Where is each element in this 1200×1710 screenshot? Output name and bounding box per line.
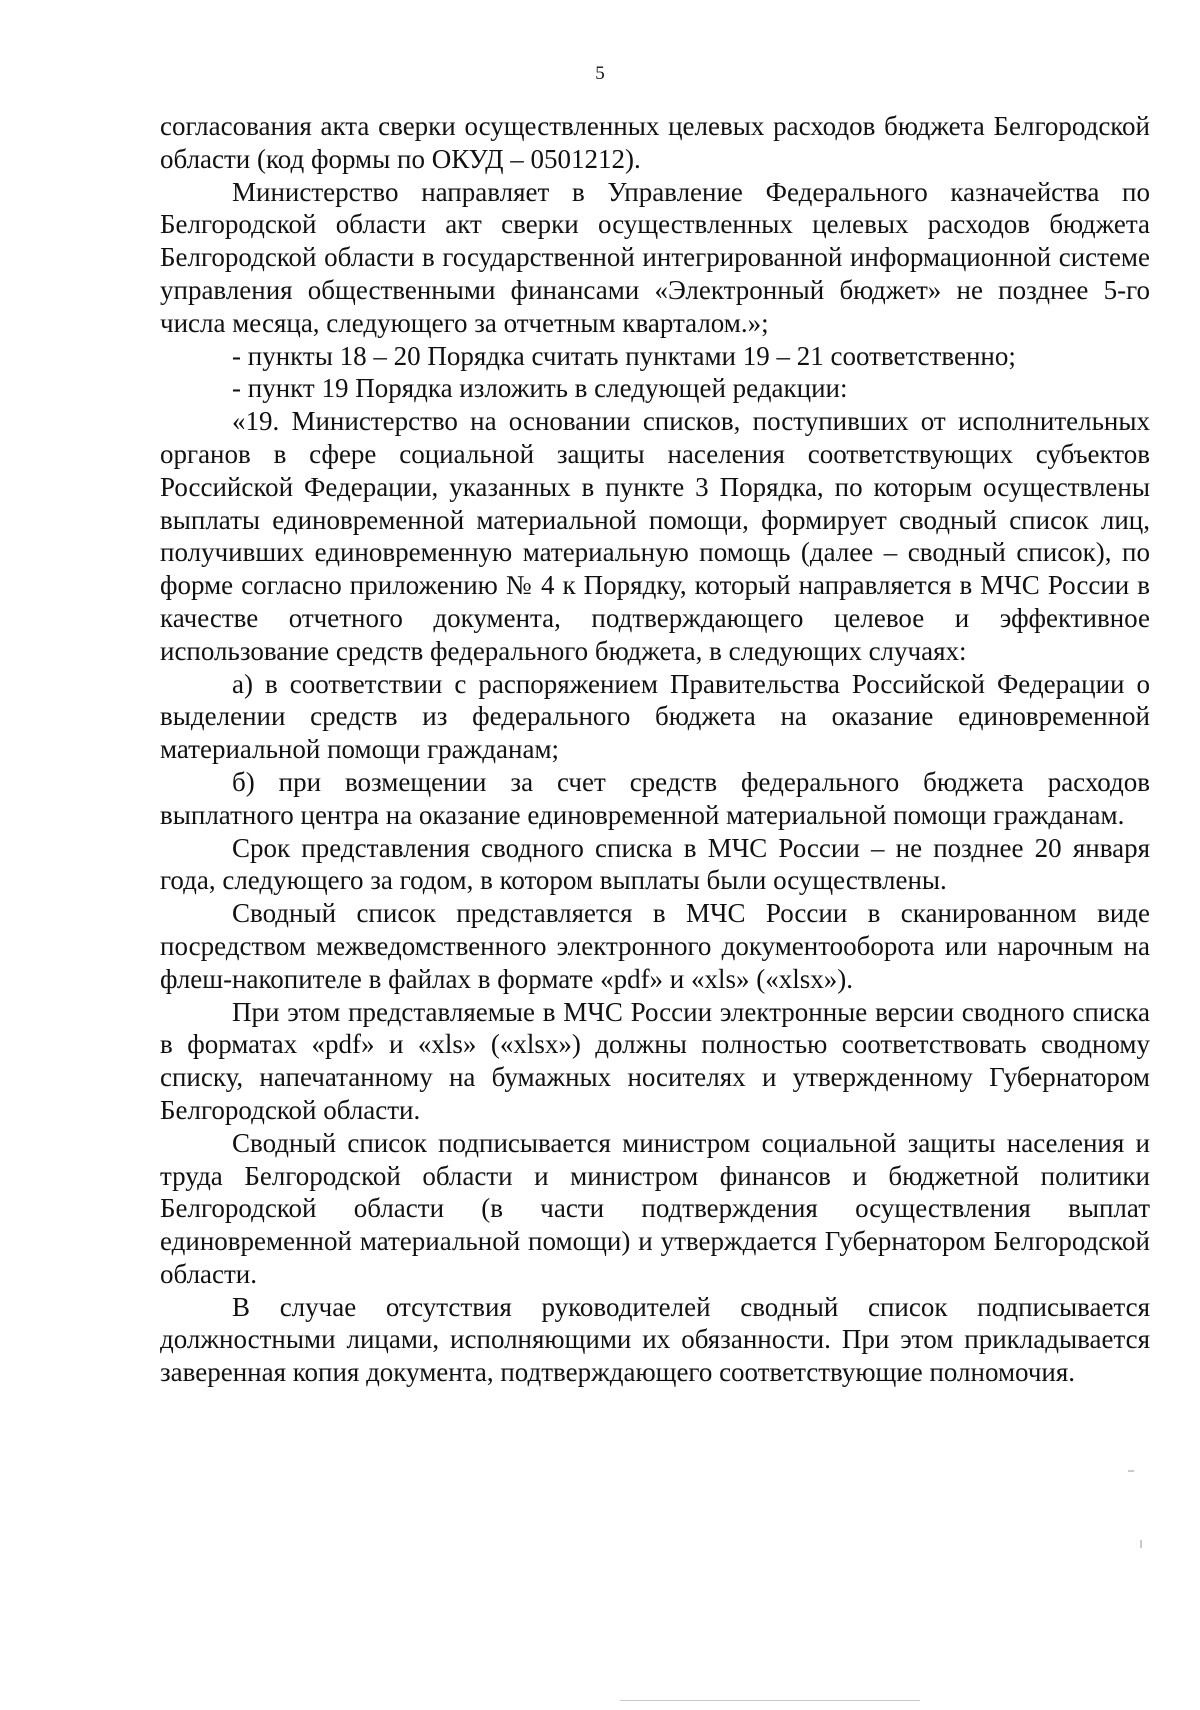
- paragraph: При этом представляемые в МЧС России электронные версии сводного списка в форматах «pdf» и «xls» («xlsx») должны полностью соответствовать сводному списку, напечатанному на бумажных носителях и утвержденному Губернатором Белгородской области.: [160, 996, 1150, 1125]
- paragraph: а) в соответствии с распоряжением Правительства Российской Федерации о выделении средств из федерального бюджета на оказание единовременной материальной помощи гражданам;: [160, 668, 1150, 765]
- document-body: [160, 110, 1150, 1389]
- paragraph: - пункт 19 Порядка изложить в следующей редакции:: [232, 373, 848, 404]
- paragraph: Срок представления сводного списка в МЧС России – не позднее 20 января года, следующего за годом, в котором выплаты были осуществлены.: [160, 832, 1150, 896]
- scan-artifact: [1128, 1470, 1134, 1472]
- paragraph: «19. Министерство на основании списков, поступивших от исполнительных органов в сфере социальной защиты населения соответствующих субъектов Российской Федерации, указанных в пункте 3 Порядка, по которым осуществлены выплаты единовременной материальной помощи, формирует сводный список лиц, получивших единовременную материальную помощь (далее – сводный список), по форме согласно приложению № 4 к Порядку, который направляется в МЧС России в качестве отчетного документа, подтверждающего целевое и эффективное использование средств федерального бюджета, в следующих случаях:: [160, 406, 1150, 666]
- paragraph: согласования акта сверки осуществленных целевых расходов бюджета Белгородской области (код формы по ОКУД – 0501212).: [160, 111, 1150, 174]
- paragraph: Сводный список подписывается министром социальной защиты населения и труда Белгородской области и министром финансов и бюджетной политики Белгородской области (в части подтверждения осуществления выплат единовременной материальной помощи) и утверждается Губернатором Белгородской области.: [160, 1127, 1150, 1289]
- paragraph: б) при возмещении за счет средств федерального бюджета расходов выплатного центра на оказание единовременной материальной помощи гражданам.: [160, 766, 1150, 830]
- scan-artifact: [1140, 1540, 1142, 1548]
- paragraph: В случае отсутствия руководителей сводный список подписывается должностными лицами, исполняющими их обязанности. При этом прикладывается заверенная копия документа, подтверждающего соответствующие полномочия.: [160, 1291, 1150, 1388]
- scan-artifact: [620, 1700, 920, 1701]
- paragraph: - пункты 18 – 20 Порядка считать пунктами 19 – 21 соответственно;: [232, 340, 1016, 371]
- page-number: 5: [595, 63, 605, 84]
- paragraph: Министерство направляет в Управление Федерального казначейства по Белгородской области акт сверки осуществленных целевых расходов бюджета Белгородской области в государственной интегрированной информационной системе управления общественными финансами «Электронный бюджет» не позднее 5-го числа месяца, следующего за отчетным кварталом.»;: [160, 176, 1150, 338]
- paragraph: Сводный список представляется в МЧС России в сканированном виде посредством межведомственного электронного документооборота или нарочным на флеш-накопителе в файлах в формате «pdf» и «xls» («xlsx»).: [160, 898, 1150, 994]
